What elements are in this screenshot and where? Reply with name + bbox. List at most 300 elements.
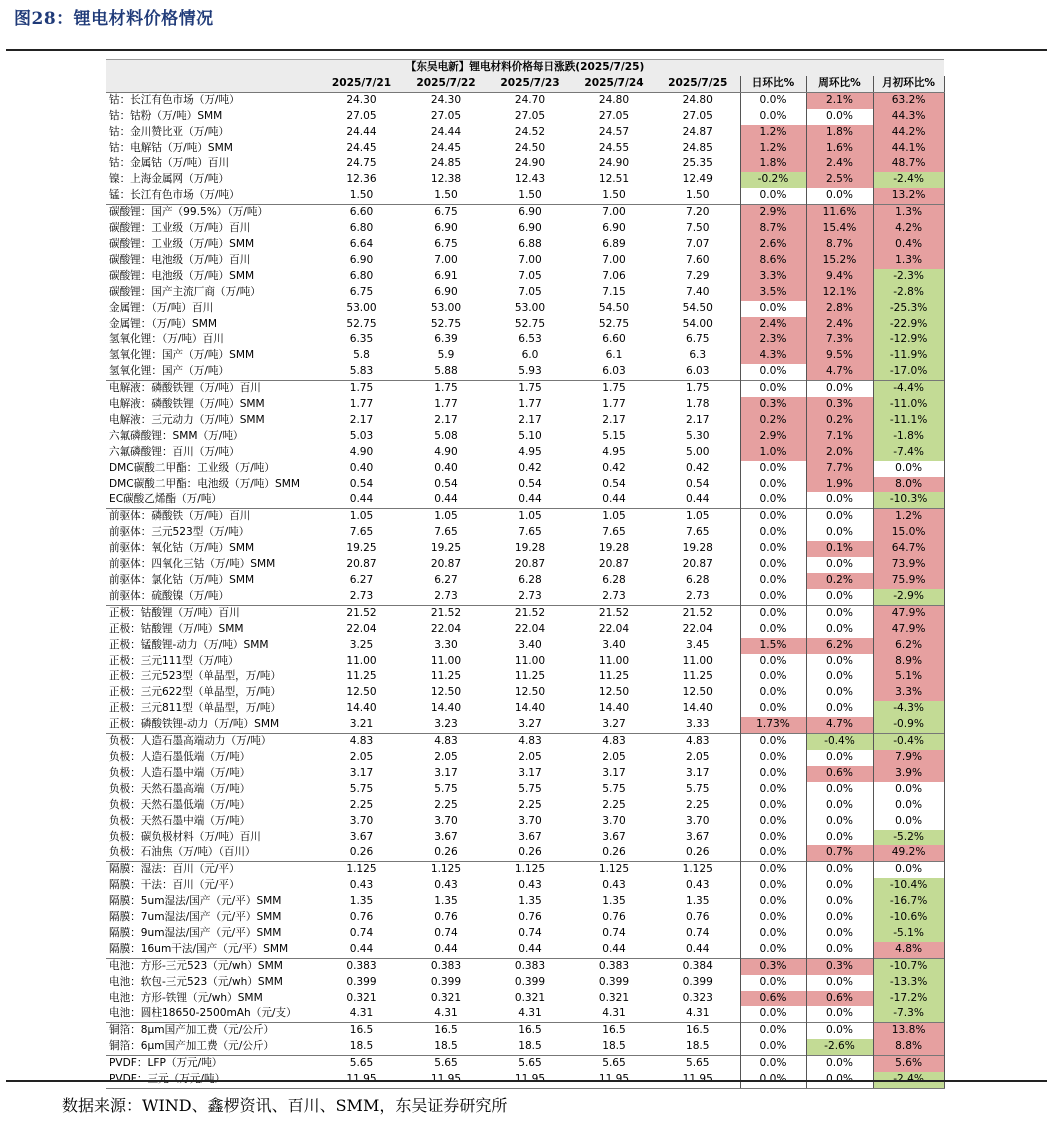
price-cell: 1.05 <box>656 509 740 525</box>
price-cell: 3.70 <box>349 814 374 827</box>
price-cell: 7.00 <box>602 253 626 266</box>
table-row <box>106 701 944 717</box>
price-cell: 3.33 <box>685 718 710 731</box>
price-cell: 5.75 <box>518 782 542 795</box>
price-cell: 7.65 <box>518 526 542 539</box>
table-row <box>106 830 944 846</box>
price-cell: 3.40 <box>518 638 542 651</box>
table-row <box>106 926 944 942</box>
change-cell: 0.0% <box>873 461 944 477</box>
change-cell: 0.0% <box>806 750 873 766</box>
row-label: 电池：圆柱18650-2500mAh（元/支） <box>109 1007 297 1020</box>
table-row <box>106 717 944 733</box>
column-header: 2025/7/25 <box>656 76 740 92</box>
change-cell: 0.0% <box>740 92 806 108</box>
price-cell: 0.44 <box>685 942 710 955</box>
change-cell: 12.1% <box>806 285 873 301</box>
change-cell: 8.6% <box>740 253 806 269</box>
price-cell: 24.45 <box>346 141 377 154</box>
price-cell: 1.75 <box>404 381 488 397</box>
price-cell: 0.42 <box>602 461 626 474</box>
row-label: 负极：人造石墨低端（万/吨） <box>109 750 251 763</box>
price-cell: 1.50 <box>602 189 626 202</box>
price-cell: 0.384 <box>656 958 740 974</box>
price-cell: 0.26 <box>518 846 542 859</box>
price-cell: 0.383 <box>572 958 656 974</box>
price-cell: 1.75 <box>488 381 572 397</box>
price-cell: 1.50 <box>685 189 710 202</box>
price-cell: 24.90 <box>598 157 630 170</box>
price-cell: 3.27 <box>602 718 626 731</box>
row-label: 电解液：磷酸铁锂（万/吨）百川 <box>106 381 319 397</box>
change-cell: 0.0% <box>740 926 806 942</box>
price-cell: 6.75 <box>434 237 458 250</box>
table-row <box>106 685 944 701</box>
change-cell: -12.9% <box>873 332 944 348</box>
price-cell: 6.27 <box>349 574 374 586</box>
price-cell: 27.05 <box>598 109 630 122</box>
price-cell: 0.76 <box>518 911 542 924</box>
price-cell: 3.17 <box>602 766 626 779</box>
price-cell: 6.75 <box>349 285 374 298</box>
change-cell: 1.73% <box>740 717 806 733</box>
price-cell: 52.75 <box>430 317 462 330</box>
change-cell: 0.0% <box>806 381 873 397</box>
table-row <box>106 509 944 525</box>
price-cell: 3.67 <box>518 830 542 843</box>
price-cell: 22.04 <box>346 622 377 635</box>
change-cell: 0.6% <box>740 991 806 1007</box>
change-cell: 0.0% <box>740 301 806 317</box>
price-cell: 11.25 <box>346 670 377 683</box>
price-cell: 2.25 <box>434 798 458 811</box>
price-cell: 1.125 <box>319 862 404 878</box>
column-header: 2025/7/21 <box>319 76 404 92</box>
change-cell: 0.0% <box>806 669 873 685</box>
price-cell: 20.87 <box>346 558 377 571</box>
price-cell: 6.27 <box>434 574 458 586</box>
row-label: 镍：上海金属网（万/吨） <box>109 173 230 186</box>
table-row <box>106 429 944 445</box>
price-cell: 0.54 <box>434 477 458 490</box>
price-cell: 3.67 <box>602 830 626 843</box>
change-cell: -5.2% <box>873 830 944 846</box>
price-cell: 0.399 <box>514 975 546 988</box>
change-cell: -0.4% <box>806 734 873 750</box>
price-cell: 24.45 <box>430 141 462 154</box>
change-cell: 1.8% <box>806 125 873 141</box>
change-cell: 0.0% <box>740 605 806 621</box>
price-cell: 0.74 <box>518 926 542 939</box>
row-label: 前驱体：硫酸镍（万/吨） <box>109 589 230 602</box>
price-cell: 5.8 <box>353 349 370 362</box>
table-row <box>106 269 944 285</box>
change-cell: 0.0% <box>806 910 873 926</box>
price-cell: 5.75 <box>685 782 710 795</box>
price-cell: 5.65 <box>319 1056 404 1072</box>
change-cell: 15.4% <box>806 221 873 237</box>
change-cell: 0.0% <box>740 766 806 782</box>
price-cell: 3.67 <box>434 830 458 843</box>
price-cell: 6.28 <box>685 574 710 586</box>
price-cell: 22.04 <box>514 622 546 635</box>
change-cell: 1.0% <box>740 445 806 461</box>
price-cell: 4.83 <box>656 734 740 750</box>
price-cell: 3.25 <box>349 638 374 651</box>
price-cell: 16.5 <box>488 1023 572 1039</box>
price-cell: 24.75 <box>346 157 377 170</box>
change-cell: -5.1% <box>873 926 944 942</box>
table-row <box>106 845 944 861</box>
change-cell: 0.0% <box>740 1039 806 1055</box>
table-row <box>106 381 944 397</box>
change-cell: -25.3% <box>873 301 944 317</box>
price-cell: 6.60 <box>319 205 404 221</box>
change-cell: 2.4% <box>806 156 873 172</box>
price-cell: 1.50 <box>518 189 542 202</box>
price-cell: 1.77 <box>434 398 458 411</box>
price-cell: 0.42 <box>518 461 542 474</box>
table-row <box>106 332 944 348</box>
price-cell: 7.00 <box>572 205 656 221</box>
price-cell: 5.75 <box>434 782 458 795</box>
row-label: 正极：三元811型（单晶型，万/吨） <box>109 702 282 715</box>
price-cell: 0.76 <box>434 911 458 924</box>
change-cell: 0.0% <box>806 830 873 846</box>
change-cell: 0.0% <box>806 1006 873 1022</box>
table-row <box>106 348 944 364</box>
source-note: 数据来源：WIND、鑫椤资讯、百川、SMM，东吴证券研究所 <box>62 1096 508 1115</box>
change-cell: 0.0% <box>740 573 806 589</box>
change-cell: 47.9% <box>873 622 944 638</box>
price-cell: 0.399 <box>598 975 630 988</box>
row-label: 前驱体：氯化钴（万/吨）SMM <box>109 574 255 586</box>
price-cell: 0.54 <box>518 477 542 490</box>
change-cell: -1.8% <box>873 429 944 445</box>
price-cell: 11.25 <box>514 670 546 683</box>
row-label: 正极：钴酸锂（万/吨）SMM <box>109 622 244 635</box>
price-cell: 2.25 <box>602 798 626 811</box>
row-label: 前驱体：氧化钴（万/吨）SMM <box>109 542 255 555</box>
price-cell: 24.52 <box>514 125 546 138</box>
price-cell: 6.89 <box>602 237 626 250</box>
price-cell: 12.50 <box>598 686 630 699</box>
price-cell: 24.87 <box>682 125 713 138</box>
change-cell: 0.0% <box>740 830 806 846</box>
price-cell: 0.74 <box>349 926 374 939</box>
price-cell: 1.35 <box>518 895 542 908</box>
change-cell: 0.0% <box>740 845 806 861</box>
price-cell: 27.05 <box>682 109 713 122</box>
price-cell: 7.50 <box>685 222 710 235</box>
change-cell: 0.2% <box>740 413 806 429</box>
price-cell: 0.321 <box>514 991 546 1004</box>
price-cell: 6.75 <box>404 205 488 221</box>
change-cell: 0.3% <box>806 958 873 974</box>
price-cell: 5.75 <box>602 782 626 795</box>
change-cell: 8.7% <box>806 237 873 253</box>
price-cell: 16.5 <box>656 1023 740 1039</box>
change-cell: 0.0% <box>740 910 806 926</box>
change-cell: 0.0% <box>806 622 873 638</box>
price-table <box>106 59 945 1089</box>
change-cell: 5.6% <box>873 1056 944 1072</box>
column-header: 2025/7/24 <box>572 76 656 92</box>
price-cell: 54.00 <box>682 317 713 330</box>
price-cell: 2.05 <box>434 750 458 763</box>
price-cell: 24.30 <box>346 93 377 106</box>
price-cell: 1.75 <box>572 381 656 397</box>
change-cell: 0.0% <box>806 1056 873 1072</box>
row-label: 前驱体：三元523型（万/吨） <box>109 526 250 539</box>
price-cell: 24.70 <box>514 93 546 106</box>
price-cell: 6.0 <box>521 349 539 362</box>
price-cell: 7.40 <box>685 285 710 298</box>
change-cell: 8.9% <box>873 654 944 670</box>
row-label: 电池：方形-三元523（元/wh）SMM <box>106 958 319 974</box>
price-cell: 0.44 <box>518 493 542 506</box>
row-label: DMC碳酸二甲酯：工业级（万/吨） <box>109 461 275 474</box>
change-cell: 0.0% <box>806 942 873 958</box>
price-cell: 5.88 <box>434 365 458 378</box>
row-label: 隔膜：16um干法/国产（元/平）SMM <box>109 942 289 955</box>
table-row <box>106 734 944 750</box>
change-cell: -11.1% <box>873 413 944 429</box>
table-row <box>106 92 944 108</box>
change-cell: 8.8% <box>873 1039 944 1055</box>
price-cell: 1.35 <box>685 895 710 908</box>
change-cell: 0.6% <box>806 766 873 782</box>
change-cell: 0.0% <box>740 109 806 125</box>
price-cell: 54.50 <box>598 301 630 314</box>
row-label: 隔膜：7um湿法/国产（元/平）SMM <box>109 911 282 924</box>
price-cell: 3.23 <box>434 718 458 731</box>
price-cell: 4.90 <box>349 445 374 458</box>
row-label: 金属锂：（万/吨）百川 <box>109 301 214 314</box>
change-cell: 7.3% <box>806 332 873 348</box>
price-cell: 22.04 <box>598 622 630 635</box>
price-cell: 6.60 <box>602 333 626 346</box>
price-cell: 24.85 <box>682 141 713 154</box>
row-label: 碳酸锂：电池级（万/吨）百川 <box>109 253 251 266</box>
price-cell: 18.5 <box>602 1040 626 1053</box>
column-header: 日环比% <box>740 76 806 92</box>
table-row <box>106 109 944 125</box>
price-cell: 12.50 <box>682 686 713 699</box>
table-row <box>106 364 944 380</box>
change-cell: 1.9% <box>806 477 873 493</box>
price-cell: 22.04 <box>682 622 713 635</box>
price-cell: 24.50 <box>514 141 546 154</box>
change-cell: 0.4% <box>873 237 944 253</box>
change-cell: -11.9% <box>873 348 944 364</box>
change-cell: 44.3% <box>873 109 944 125</box>
change-cell: 0.0% <box>806 878 873 894</box>
price-cell: 24.55 <box>598 141 630 154</box>
table-row <box>106 894 944 910</box>
row-label: 六氟磷酸锂：SMM（万/吨） <box>109 429 244 442</box>
price-cell: 2.17 <box>434 413 458 426</box>
price-cell: 2.17 <box>685 413 710 426</box>
price-cell: 6.64 <box>349 237 374 250</box>
change-cell: 5.1% <box>873 669 944 685</box>
price-cell: 2.25 <box>518 798 542 811</box>
price-cell: 0.43 <box>518 879 542 892</box>
price-cell: 0.44 <box>602 493 626 506</box>
change-cell: 2.4% <box>740 317 806 333</box>
change-cell: 0.0% <box>873 862 944 878</box>
price-cell: 7.20 <box>656 205 740 221</box>
change-cell: 0.0% <box>806 814 873 830</box>
change-cell: -2.3% <box>873 269 944 285</box>
price-cell: 5.65 <box>656 1056 740 1072</box>
price-cell: 3.17 <box>349 766 374 779</box>
table-row <box>106 638 944 654</box>
row-label: 正极：三元622型（单晶型，万/吨） <box>109 686 282 699</box>
column-header-row <box>106 76 944 92</box>
change-cell: 0.0% <box>806 862 873 878</box>
price-cell: 24.57 <box>598 125 630 138</box>
price-cell: 0.383 <box>319 958 404 974</box>
price-cell: 2.05 <box>602 750 626 763</box>
price-cell: 19.25 <box>430 542 462 555</box>
change-cell: 15.2% <box>806 253 873 269</box>
change-cell: 0.2% <box>806 413 873 429</box>
row-label: 隔膜：干法：百川（元/平） <box>109 879 240 892</box>
price-cell: 2.05 <box>518 750 542 763</box>
price-cell: 6.80 <box>349 269 374 282</box>
price-cell: 0.44 <box>434 942 458 955</box>
change-cell: 44.2% <box>873 125 944 141</box>
price-cell: 0.43 <box>685 879 710 892</box>
price-cell: 7.00 <box>434 253 458 266</box>
price-cell: 21.52 <box>572 605 656 621</box>
price-cell: 0.74 <box>685 926 710 939</box>
change-cell: 0.3% <box>740 958 806 974</box>
row-label: 前驱体：四氧化三钴（万/吨）SMM <box>109 558 276 571</box>
price-cell: 24.44 <box>346 125 377 138</box>
change-cell: 64.7% <box>873 541 944 557</box>
change-cell: 4.3% <box>740 348 806 364</box>
change-cell: 0.0% <box>740 589 806 605</box>
price-cell: 4.95 <box>602 445 626 458</box>
change-cell: 63.2% <box>873 92 944 108</box>
table-row <box>106 910 944 926</box>
change-cell: 0.0% <box>806 926 873 942</box>
price-cell: 0.74 <box>434 926 458 939</box>
price-cell: 24.80 <box>682 93 713 106</box>
change-cell: 0.0% <box>740 541 806 557</box>
price-cell: 0.40 <box>349 461 374 474</box>
table-row <box>106 205 944 221</box>
price-cell: 12.38 <box>430 173 462 186</box>
change-cell: 0.0% <box>740 461 806 477</box>
change-cell: 0.0% <box>806 701 873 717</box>
change-cell: 4.7% <box>806 717 873 733</box>
price-cell: 1.125 <box>488 862 572 878</box>
table-row <box>106 750 944 766</box>
change-cell: 7.1% <box>806 429 873 445</box>
price-cell: 0.43 <box>602 879 626 892</box>
price-cell: 1.78 <box>685 398 710 411</box>
price-cell: 1.05 <box>488 509 572 525</box>
change-cell: -7.3% <box>873 1006 944 1022</box>
price-cell: 3.70 <box>685 814 710 827</box>
price-cell: 11.00 <box>346 654 377 667</box>
change-cell: 1.6% <box>806 141 873 157</box>
change-cell: 73.9% <box>873 557 944 573</box>
table-row <box>106 958 944 974</box>
change-cell: 0.0% <box>806 188 873 204</box>
price-cell: 14.40 <box>598 702 630 715</box>
change-cell: 0.0% <box>740 492 806 508</box>
price-cell: 1.77 <box>518 398 542 411</box>
price-cell: 6.53 <box>518 333 542 346</box>
price-cell: 54.50 <box>682 301 713 314</box>
table-row <box>106 1039 944 1055</box>
change-cell: 75.9% <box>873 573 944 589</box>
change-cell: 4.8% <box>873 942 944 958</box>
table-row <box>106 1006 944 1022</box>
column-header: 周环比% <box>806 76 873 92</box>
change-cell: 8.0% <box>873 477 944 493</box>
change-cell: 0.0% <box>740 782 806 798</box>
change-cell: 0.0% <box>740 734 806 750</box>
price-cell: 27.05 <box>514 109 546 122</box>
price-cell: 20.87 <box>514 558 546 571</box>
table-title: 【东吴电新】锂电材料价格每日涨跌(2025/7/25) <box>106 60 944 76</box>
change-cell: 3.3% <box>873 685 944 701</box>
price-cell: 0.42 <box>685 461 710 474</box>
table-row <box>106 285 944 301</box>
price-cell: 4.31 <box>685 1007 710 1020</box>
change-cell: 0.0% <box>740 685 806 701</box>
price-cell: 0.399 <box>346 975 377 988</box>
price-cell: 1.50 <box>349 189 374 202</box>
price-cell: 7.29 <box>685 269 710 282</box>
change-cell: 4.7% <box>806 364 873 380</box>
change-cell: 0.0% <box>806 109 873 125</box>
price-cell: 12.43 <box>514 173 546 186</box>
change-cell: 9.4% <box>806 269 873 285</box>
price-cell: 0.76 <box>602 911 626 924</box>
price-cell: 16.5 <box>404 1023 488 1039</box>
price-cell: 19.28 <box>682 542 713 555</box>
price-cell: 7.65 <box>602 526 626 539</box>
row-label: 前驱体：磷酸铁（万/吨）百川 <box>106 509 319 525</box>
change-cell: 0.0% <box>806 685 873 701</box>
price-cell: 5.65 <box>404 1056 488 1072</box>
price-cell: 3.17 <box>685 766 710 779</box>
price-cell: 0.54 <box>602 477 626 490</box>
price-cell: 1.05 <box>319 509 404 525</box>
row-label: 负极：人造石墨高端动力（万/吨） <box>106 734 319 750</box>
price-cell: 14.40 <box>682 702 713 715</box>
price-cell: 3.17 <box>434 766 458 779</box>
price-cell: 18.5 <box>349 1040 374 1053</box>
change-cell: 0.0% <box>806 975 873 991</box>
price-cell: 6.03 <box>602 365 626 378</box>
price-cell: 2.73 <box>349 589 374 602</box>
price-cell: 19.28 <box>514 542 546 555</box>
price-cell: 0.399 <box>430 975 462 988</box>
change-cell: 1.8% <box>740 156 806 172</box>
row-label: 铜箔：8μm国产加工费（元/公斤） <box>106 1023 319 1039</box>
price-cell: 5.08 <box>434 429 458 442</box>
price-cell: 2.73 <box>434 589 458 602</box>
change-cell: 7.9% <box>873 750 944 766</box>
price-cell: 52.75 <box>346 317 377 330</box>
